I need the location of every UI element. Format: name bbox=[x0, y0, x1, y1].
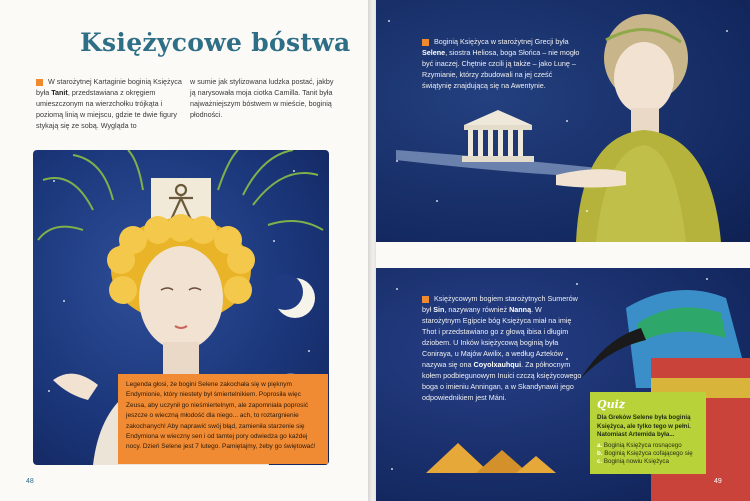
bullet-square-icon bbox=[422, 39, 429, 46]
deity-name-nanna: Nanną bbox=[509, 305, 532, 314]
quiz-option-b[interactable]: b. Boginią Księżyca cofającego się bbox=[597, 449, 693, 457]
intro-paragraph-col1: W starożytnej Kartaginie boginią Księżyca była Tanit, przedstawiana z okręgiem umieszczonym na wierzchołku trójkąta i poziomą linią w miejscu, gdzie te dwie figury stykają się ze sobą. Wygląda to bbox=[36, 77, 182, 130]
legend-caption-box: Legenda głosi, że bogini Selene zakochała się w pięknym Endymionie, który niestety był śmiertelnikiem. Poprosiła więc Zeusa, aby uczynił go nieśmiertelnym, ale zapomniała poprosić jeszcze o wieczną młodość dla niego... ach, to roztargnienie zakochanych! Aby naprawić swój błąd, zamieniła starzenie się Endymiona w wieczny sen i od tamtej pory odwiedza go każdej nocy. Dzień Selene jest 7 lutego. Pamiętajmy, żeby go świętować! bbox=[118, 374, 328, 464]
quiz-option-c[interactable]: c. Boginią nowiu Księżyca bbox=[597, 457, 669, 465]
deity-name-coyolxauhqui: Coyolxauhqui bbox=[473, 360, 522, 369]
quiz-box bbox=[590, 392, 706, 474]
page-number-left: 48 bbox=[26, 478, 34, 485]
face bbox=[139, 246, 223, 350]
temple-icon bbox=[462, 110, 534, 162]
page-number-right: 49 bbox=[714, 478, 722, 485]
selene-paragraph: Boginią Księżyca w starożytnej Grecji była Selene, siostra Heliosa, boga Słońca – nie mogło być inaczej. Chętnie czcili ją także – jako Lunę – Rzymianie, którzy zbudowali na jej cześć świątynię znajdującą się na Awentynie. bbox=[422, 37, 580, 90]
moon-gods-paragraph: Księżycowym bogiem starożytnych Sumerów był Sin, nazywany również Nanną. W starożytnym Egipcie bóg Księżyca miał na imię Thot i przedstawiano go z głową ibisa i długim dziobem. U Inków księżycową boginią była Coniraya, u Majów Awilix, a według Azteków nazywa się ona Coyolxauhqui. Za północnym kołem podbiegunowym Inuici czczą księżycowego boga o imieniu Anningan, a w Skandynawii jego odpowiednikiem jest Máni. bbox=[422, 294, 582, 402]
intro-paragraph-col2: w sumie jak stylizowana ludzka postać, jakby ją narysowała moja ciotka Camilla. Tanit była najważniejszym bóstwem w mieście, boginią płodności. bbox=[190, 77, 334, 119]
right-page bbox=[376, 0, 750, 501]
page-title: Księżycowe bóstwa bbox=[80, 28, 351, 57]
deity-name-sin: Sin bbox=[433, 305, 445, 314]
left-page bbox=[0, 0, 370, 501]
bullet-square-icon bbox=[36, 79, 43, 86]
quiz-option-a[interactable]: a. Boginią Księżyca rosnącego bbox=[597, 441, 682, 449]
deity-name-tanit: Tanit bbox=[51, 88, 68, 97]
deity-name-selene: Selene bbox=[422, 48, 446, 57]
quiz-title: Quiz bbox=[597, 398, 626, 411]
quiz-question: Dla Greków Selene była boginią Księżyca, ale tylko tego w pełni. Natomiast Artemida była... bbox=[597, 414, 691, 438]
bullet-square-icon bbox=[422, 296, 429, 303]
moon-crescent-icon bbox=[267, 274, 315, 318]
greek-face bbox=[614, 42, 674, 114]
pyramid-icon bbox=[426, 443, 556, 473]
